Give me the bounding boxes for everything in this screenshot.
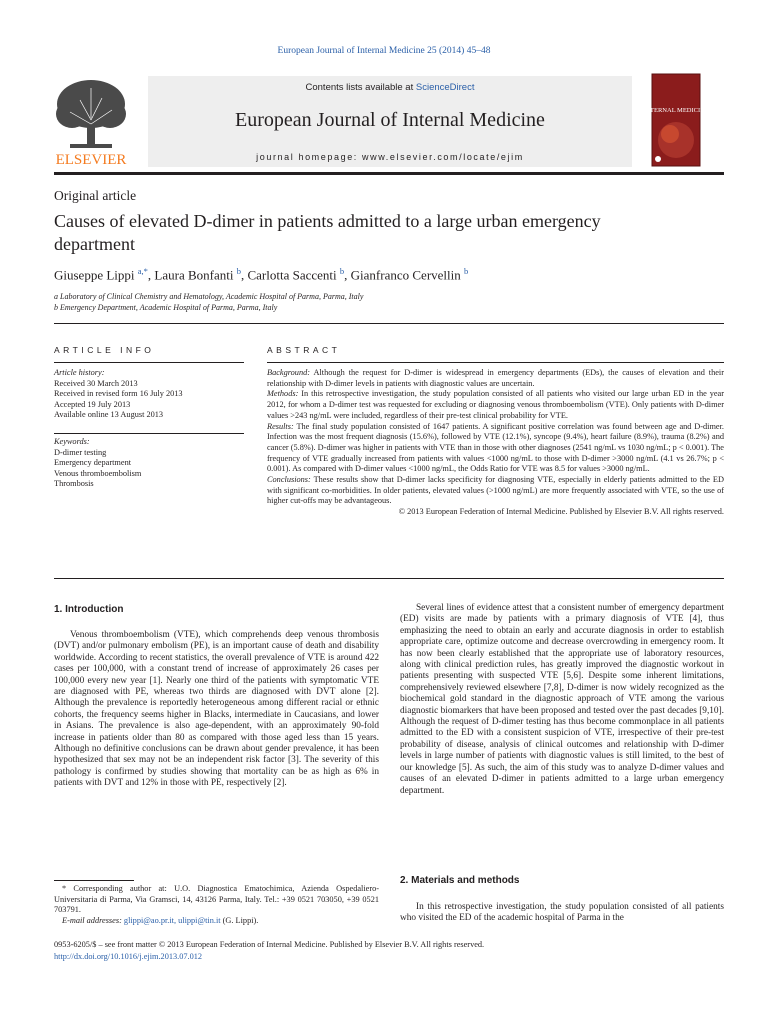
- abstract-divider: [267, 362, 724, 363]
- abstract-bottom-divider: [54, 578, 724, 579]
- corresponding-author-text: * Corresponding author at: U.O. Diagnostica Ematochimica, Azienda Ospedaliero-Universitaria di Parma, Via Gramsci, 14, 43126 Parma, Italy. Tel.: +39 0521 703050, +39 0521 703791.: [54, 884, 379, 915]
- conclusions-text: These results show that D-dimer lacks specificity for diagnosing VTE, especially in elderly patients admitted to the ED with significant co-morbidities. In older patients, elevated values (>1000 ng/mL) are more frequently associated with VTE, so the use of higher cut-offs may be advantageous.: [267, 475, 724, 506]
- journal-reference[interactable]: European Journal of Internal Medicine 25 (2014) 45–48: [277, 46, 491, 56]
- intro-paragraph: Several lines of evidence attest that a consistent number of emergency department (ED) visits are made by patients with a primary diagnosis of VTE [4], thus emphasizing the need to obtain an early and accurate diagnosis in order to establish appropriate care, optimize outcome and decrease overcrowding in emergency room. It has now been clearly established that the appropriate use of laboratory resources, along with clinical prediction rules, has greatly improved the diagnostic workout in patients presenting with suspected VTE [5,6]. Despite some inherent limitations, comprehensively reviewed elsewhere [7,8], D-dimer is now widely recognized as the biochemical gold standard in the diagnostic approach of VTE among the various diagnostic biomarkers that have been proposed and tested over the past decades [9,10]. Although the request of D-dimer testing has thus become commonplace in all patients admitted to the ED with a consistent suspicion of VTE, irrespective of their pre-test probability of disease, analysis of clinical outcomes and relationship with D-dimer levels in large number of patients with diagnostic values is still limited, to the best of our knowledge [5]. As such, the aim of this study was to analyze D-dimer values and causes of an elevated D-dimer in patients admitted to a large urban emergency department.: [400, 603, 724, 796]
- abstract-methods: [267, 389, 724, 421]
- author-separator: ,: [344, 267, 351, 283]
- author-name: Carlotta Saccenti: [247, 267, 337, 283]
- history-label: Article history:: [54, 368, 105, 377]
- contents-line: [148, 82, 632, 93]
- section-heading-methods: 2. Materials and methods: [400, 875, 520, 886]
- intro-paragraph: Venous thromboembolism (VTE), which comprehends deep venous thrombosis (DVT) and/or pulmonary embolism (PE), is an important cause of death and disability worldwide. According to recent statistics, the overall prevalence of VTE is around 422 cases per 100,000, with a constant trend of increase of approximately 26 cases per 100,000 every new year [1]. Nearly one third of the patients with symptomatic VTE are diagnosed with PE, whereas two thirds are diagnosed with DVT alone [2]. Although the prevalence is reportedly heterogeneous among different racial or ethnic cohorts, the frequency seems higher in Blacks, intermediate in Caucasians, and lower in Asians. The prevalence is also age-dependent, with an approximately 90-fold increase in patients older than 80 as compared with those aged less than 15 years. Although no definitive conclusions can be drawn about gender prevalence, it has been hypothesized that sex may not be an independent risk factor [3]. The severity of this pathology is confirmed by studies showing that mortality can be as high as 6% in patients with DVT and 12% in those with PE, respectively [2].: [54, 630, 379, 789]
- history-accepted: Accepted 19 July 2013: [54, 399, 131, 409]
- author-affiliation-marker[interactable]: b: [464, 266, 469, 276]
- journal-cover-image: [643, 74, 709, 166]
- elsevier-tree-logo: [50, 74, 132, 170]
- abstract-conclusions: [267, 475, 724, 507]
- keywords-label: Keywords:: [54, 437, 90, 446]
- results-text: The final study population consisted of 1647 patients. A significant positive correlation was found between age and D-dimer. Infection was the most frequent diagnosis (15.6%), followed by VTE (12.1%), syncope (9.4%), heart failure (8.9%), trauma (8.2%) and cancer (5.8%). D-dimer was higher in patients with VTE than in those with other diagnoses (2541 ng/mL vs 1030 ng/mL; p < 0.001). The frequency of VTE gradually increased from patients with values <1000 ng/mL to those with D-dimer >3000 ng/mL (4.1 vs 26.7%; p < 0.001). As compared with D-dimer values <1000 ng/mL, the Odds Ratio for VTE was 8.5 for values >3000 ng/mL.: [267, 421, 724, 474]
- history-online: Available online 13 August 2013: [54, 410, 164, 420]
- article-info-divider: [54, 362, 244, 363]
- article-history: [54, 368, 249, 421]
- journal-homepage[interactable]: journal homepage: www.elsevier.com/locate/ejim: [256, 152, 524, 162]
- corresponding-author-footnote: [54, 884, 379, 926]
- contents-prefix: Contents lists available at: [305, 82, 416, 93]
- abstract-background: [267, 368, 724, 389]
- author-affiliation-marker[interactable]: a,*: [137, 266, 148, 276]
- author-affiliation-marker[interactable]: b: [339, 266, 345, 276]
- conclusions-label: Conclusions:: [267, 475, 311, 485]
- author-name: Laura Bonfanti: [154, 267, 234, 283]
- email-links[interactable]: glippi@ao.pr.it, ulippi@tin.it: [123, 915, 221, 925]
- footnote-divider: [54, 880, 134, 881]
- introduction-text: [54, 630, 379, 790]
- journal-title: European Journal of Internal Medicine: [235, 109, 545, 131]
- methods-paragraph: In this retrospective investigation, the study population consisted of all patients who visited the ED of the academic hospital of Parma in the: [400, 902, 724, 924]
- doi-link[interactable]: http://dx.doi.org/10.1016/j.ejim.2013.07.012: [54, 952, 203, 961]
- keywords-divider: [54, 433, 244, 434]
- article-title: Causes of elevated D-dimer in patients admitted to a large urban emergency department: [54, 211, 601, 254]
- keyword-item: Venous thromboembolism: [54, 468, 142, 478]
- author-name: Giuseppe Lippi: [54, 267, 135, 283]
- affiliation-divider: [54, 323, 724, 324]
- article-info-heading: ARTICLE INFO: [54, 345, 155, 355]
- abstract-copyright: © 2013 European Federation of Internal Medicine. Published by Elsevier B.V. All rights reserved.: [398, 507, 724, 517]
- issn-line: 0953-6205/$ – see front matter © 2013 European Federation of Internal Medicine. Published by Elsevier B.V. All rights reserved.: [54, 940, 485, 949]
- methods-label: Methods:: [267, 389, 299, 399]
- author-separator: ,: [147, 267, 155, 283]
- methods-text: In this retrospective investigation, the study population consisted of all patients who visited our large urban ED in the year 2012, for whom a D-dimer test was requested for excluding or diagnosing venous thromboembolism (VTE). Only patients with D-dimer values >243 ng/mL were included, regardless of their pre-test clinical probability for VTE.: [267, 389, 724, 420]
- abstract-body: [267, 368, 724, 518]
- author-list: [54, 266, 468, 283]
- introduction-text-continued: [400, 603, 724, 797]
- cover-title: INTERNAL MEDICINE: [643, 107, 709, 114]
- background-label: Background:: [267, 368, 311, 377]
- history-received: Received 30 March 2013: [54, 378, 138, 388]
- history-revised: Received in revised form 16 July 2013: [54, 389, 183, 399]
- author-affiliation-marker[interactable]: b: [236, 266, 241, 276]
- keyword-item: D-dimer testing: [54, 447, 107, 457]
- author-name: Gianfranco Cervellin: [350, 267, 461, 283]
- keyword-item: Thrombosis: [54, 479, 94, 489]
- affiliation-a: a Laboratory of Clinical Chemistry and Hematology, Academic Hospital of Parma, Parma, Italy: [54, 292, 364, 301]
- affiliation-b: b Emergency Department, Academic Hospital of Parma, Parma, Italy: [54, 303, 278, 312]
- sciencedirect-link[interactable]: ScienceDirect: [415, 82, 475, 93]
- abstract-heading: ABSTRACT: [267, 345, 341, 355]
- keywords: [54, 437, 249, 490]
- author-separator: ,: [240, 267, 248, 283]
- keyword-item: Emergency department: [54, 458, 132, 468]
- email-label: E-mail addresses:: [62, 915, 122, 925]
- background-text: Although the request for D-dimer is widespread in emergency departments (EDs), the causes of elevation and their relationship with D-dimer levels in patients with diagnostic values are uncertain.: [267, 368, 724, 388]
- abstract-results: [267, 422, 724, 476]
- methods-text: [400, 902, 724, 925]
- section-heading-introduction: 1. Introduction: [54, 604, 124, 615]
- article-type: Original article: [54, 188, 137, 203]
- email-suffix: (G. Lippi).: [222, 915, 259, 925]
- publisher-name: ELSEVIER: [55, 152, 127, 168]
- results-label: Results:: [267, 421, 294, 431]
- header-divider: [54, 172, 724, 175]
